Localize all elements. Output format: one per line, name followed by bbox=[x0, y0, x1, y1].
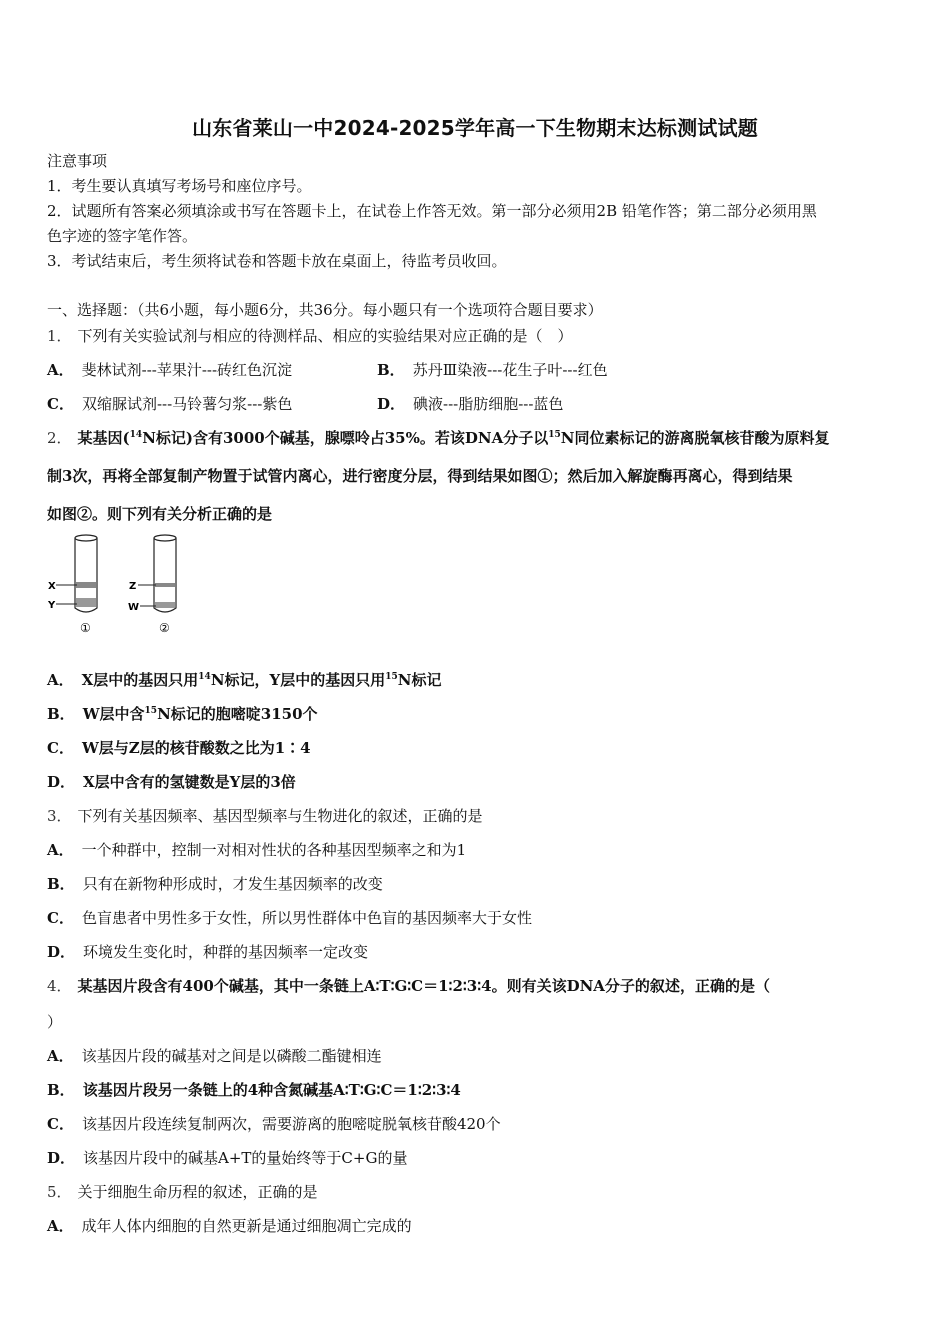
figure-caption-1: ① bbox=[80, 621, 91, 635]
tube2-label-z: Z bbox=[129, 581, 137, 592]
option-label: C． bbox=[47, 739, 74, 757]
question-4-end: ） bbox=[47, 1013, 63, 1031]
q2-option-b bbox=[47, 703, 318, 725]
option-label: A． bbox=[47, 841, 74, 859]
option-label: A． bbox=[47, 361, 74, 379]
question-stem: 关于细胞生命历程的叙述，正确的是 bbox=[77, 1183, 318, 1201]
option-text: W层与Z层的核苷酸数之比为1∶4 bbox=[81, 739, 311, 757]
question-5 bbox=[47, 1181, 907, 1203]
question-3 bbox=[47, 805, 907, 827]
question-2-line-2: 制3次，再将全部复制产物置于试管内离心，进行密度分层，得到结果如图①；然后加入解旋酶再离心，得到结果 bbox=[47, 467, 793, 485]
option-label: C． bbox=[47, 395, 74, 413]
option-text: 该基因片段中的碱基A+T的量始终等于C+G的量 bbox=[83, 1149, 408, 1167]
option-text: 双缩脲试剂---马铃薯匀浆---紫色 bbox=[81, 395, 293, 413]
isotope-superscript: 14 bbox=[129, 430, 143, 440]
option-label: D． bbox=[47, 1149, 76, 1167]
notice-item-2: 2．试题所有答案必须填涂或书写在答题卡上，在试卷上作答无效。第一部分必须用2B 铅笔作答；第二部分必须用黑 bbox=[47, 202, 817, 220]
option-text: 该基因片段另一条链上的4种含氮碱基A∶T∶G∶C＝1∶2∶3∶4 bbox=[82, 1081, 461, 1099]
notice-heading: 注意事项 bbox=[47, 152, 108, 170]
q3-option-d bbox=[47, 941, 368, 963]
option-text: 苏丹Ⅲ染液---花生子叶---红色 bbox=[412, 361, 608, 379]
question-stem: 某基因片段含有400个碱基，其中一条链上A∶T∶G∶C＝1∶2∶3∶4。则有关该DNA分子的叙述，正确的是（ bbox=[77, 977, 770, 995]
q1-option-c bbox=[47, 393, 292, 415]
question-stem: 下列有关实验试剂与相应的待测样品、相应的实验结果对应正确的是（ ） bbox=[77, 327, 573, 345]
option-text: 色盲患者中男性多于女性，所以男性群体中色盲的基因频率大于女性 bbox=[81, 909, 532, 927]
centrifuge-tubes-figure bbox=[44, 530, 194, 640]
option-text: 环境发生变化时，种群的基因频率一定改变 bbox=[83, 943, 369, 961]
tube-1 bbox=[47, 535, 97, 635]
figure-caption-2: ② bbox=[159, 621, 170, 635]
tube2-label-w: W bbox=[128, 602, 140, 613]
q4-option-d bbox=[47, 1147, 407, 1169]
q4-option-b bbox=[47, 1079, 461, 1101]
q1-option-a bbox=[47, 359, 292, 381]
q2-option-d bbox=[47, 771, 296, 793]
option-text: X层中的基因只用 bbox=[81, 671, 199, 689]
option-text: 碘液---脂肪细胞---蓝色 bbox=[413, 395, 564, 413]
option-text: 一个种群中，控制一对相对性状的各种基因型频率之和为1 bbox=[81, 841, 467, 859]
option-text: N标记 bbox=[397, 671, 442, 689]
stem-part: 某基因( bbox=[77, 429, 130, 447]
option-text: 该基因片段的碱基对之间是以磷酸二酯键相连 bbox=[81, 1047, 382, 1065]
option-text: W层中含 bbox=[82, 705, 145, 723]
isotope-superscript: 15 bbox=[144, 706, 158, 716]
page-title: 山东省莱山一中2024-2025学年高一下生物期末达标测试试题 bbox=[192, 116, 758, 140]
tube1-label-y: Y bbox=[48, 600, 56, 611]
tube-2 bbox=[128, 535, 176, 635]
q3-option-b bbox=[47, 873, 383, 895]
notice-item-1: 1．考生要认真填写考场号和座位序号。 bbox=[47, 177, 312, 195]
q5-option-a bbox=[47, 1215, 412, 1237]
option-label: B． bbox=[377, 361, 405, 379]
option-text: N标记的胞嘧啶3150个 bbox=[157, 705, 318, 723]
isotope-superscript: 14 bbox=[198, 672, 211, 682]
section-heading: 一、选择题：（共6小题，每小题6分，共36分。每小题只有一个选项符合题目要求） bbox=[47, 301, 603, 319]
option-text: N标记，Y层中的基因只用 bbox=[210, 671, 386, 689]
q4-option-c bbox=[47, 1113, 501, 1135]
option-label: B． bbox=[47, 875, 75, 893]
question-number: 1． bbox=[47, 327, 72, 345]
isotope-superscript: 15 bbox=[548, 430, 561, 440]
question-4 bbox=[47, 975, 907, 997]
question-1 bbox=[47, 325, 907, 347]
tube1-label-x: X bbox=[48, 581, 56, 592]
option-text: 斐林试剂---苹果汁---砖红色沉淀 bbox=[81, 361, 293, 379]
q3-option-c bbox=[47, 907, 532, 929]
q4-option-a bbox=[47, 1045, 382, 1067]
option-text: 只有在新物种形成时，才发生基因频率的改变 bbox=[82, 875, 383, 893]
option-label: D． bbox=[47, 943, 76, 961]
question-stem: 下列有关基因频率、基因型频率与生物进化的叙述，正确的是 bbox=[77, 807, 483, 825]
question-2-line-3: 如图②。则下列有关分析正确的是 bbox=[47, 505, 273, 523]
question-number: 3． bbox=[47, 807, 72, 825]
option-label: A． bbox=[47, 1217, 74, 1235]
q2-option-a bbox=[47, 669, 441, 691]
isotope-superscript: 15 bbox=[385, 672, 398, 682]
q3-option-a bbox=[47, 839, 466, 861]
option-label: D． bbox=[377, 395, 406, 413]
option-text: 该基因片段连续复制两次，需要游离的胞嘧啶脱氧核苷酸420个 bbox=[81, 1115, 501, 1133]
option-label: B． bbox=[47, 705, 75, 723]
option-text: X层中含有的氢键数是Y层的3倍 bbox=[83, 773, 296, 791]
question-number: 4． bbox=[47, 977, 72, 995]
question-2 bbox=[47, 427, 907, 449]
option-label: B． bbox=[47, 1081, 75, 1099]
notice-item-2-cont: 色字迹的签字笔作答。 bbox=[47, 227, 198, 245]
question-number: 5． bbox=[47, 1183, 72, 1201]
notice-item-3: 3．考试结束后，考生须将试卷和答题卡放在桌面上，待监考员收回。 bbox=[47, 252, 507, 270]
option-label: C． bbox=[47, 1115, 74, 1133]
option-label: A． bbox=[47, 1047, 74, 1065]
q2-option-c bbox=[47, 737, 311, 759]
q1-option-d bbox=[377, 393, 563, 415]
stem-part: N同位素标记的游离脱氧核苷酸为原料复 bbox=[560, 429, 830, 447]
option-label: C． bbox=[47, 909, 74, 927]
option-text: 成年人体内细胞的自然更新是通过细胞凋亡完成的 bbox=[81, 1217, 412, 1235]
option-label: D． bbox=[47, 773, 76, 791]
question-number: 2． bbox=[47, 429, 72, 447]
q1-option-b bbox=[377, 359, 608, 381]
option-label: A． bbox=[47, 671, 74, 689]
stem-part: N标记)含有3000个碱基，腺嘌呤占35%。若该DNA分子以 bbox=[142, 429, 549, 447]
